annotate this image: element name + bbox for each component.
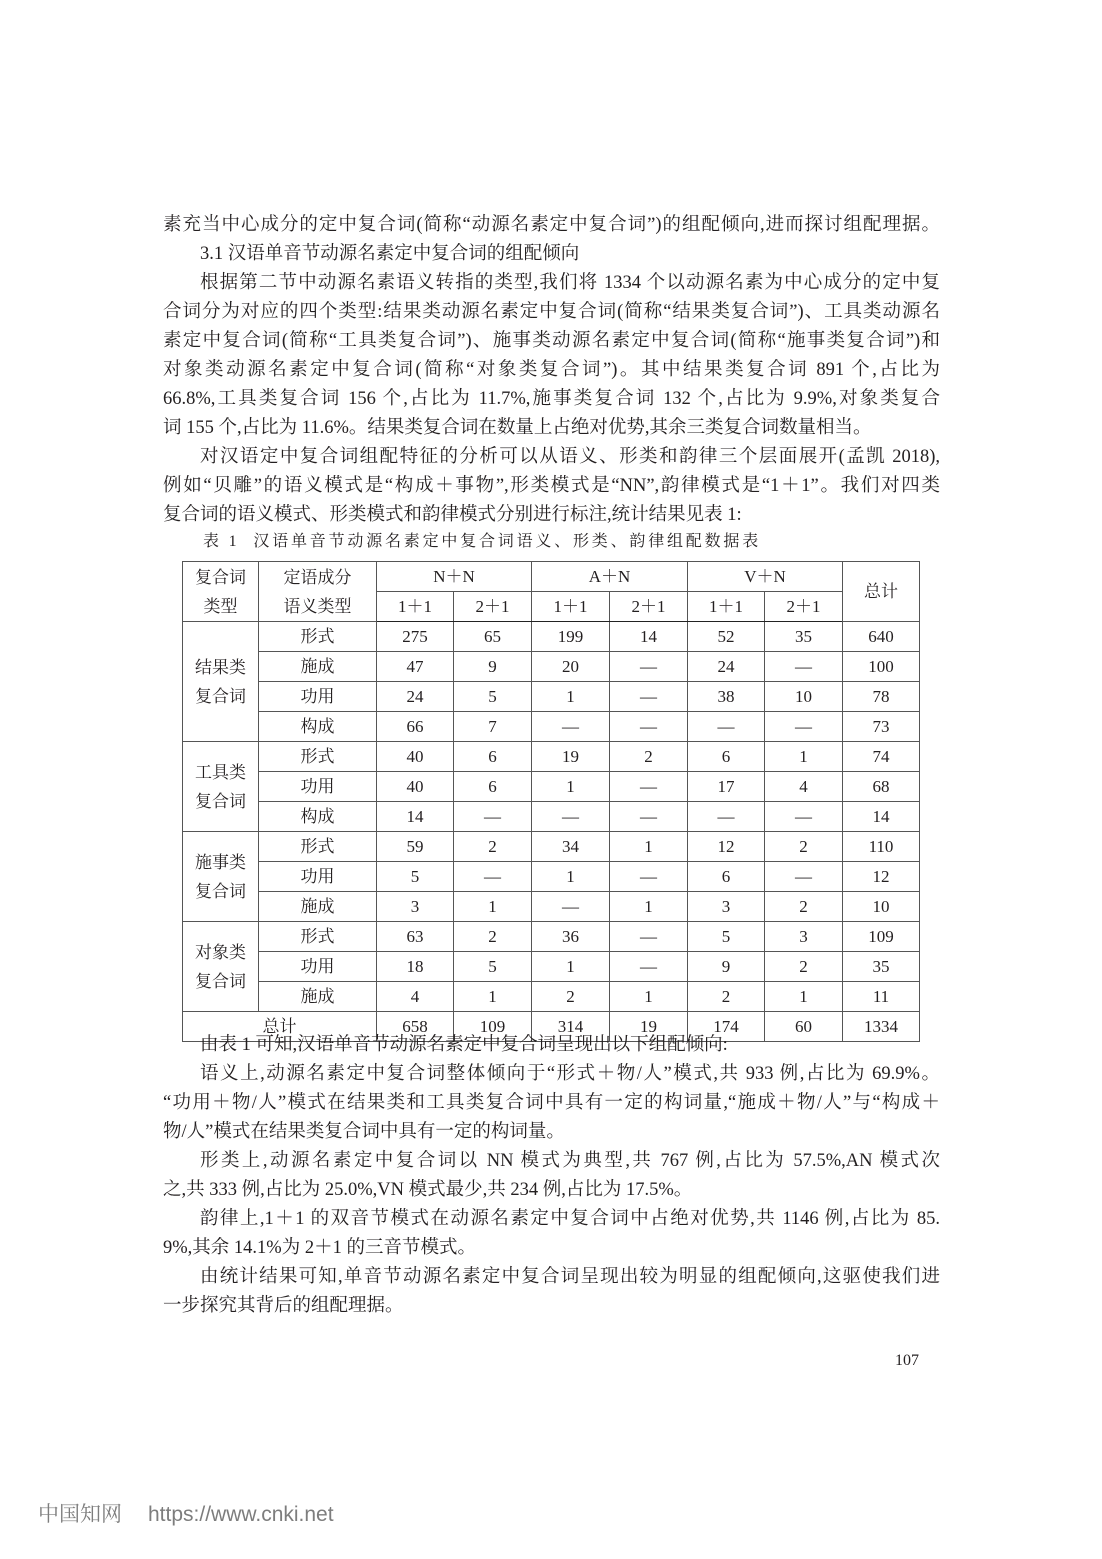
value-cell: 5 [454, 952, 532, 982]
paragraph-summary [163, 1031, 940, 1060]
table-row [183, 772, 920, 802]
page-number: 107 [895, 1352, 919, 1369]
total-value-cell: 109 [454, 1012, 532, 1042]
table-row [183, 832, 920, 862]
table-row [183, 682, 920, 712]
value-cell: 1 [532, 862, 610, 892]
header-group-nn: N＋N [377, 562, 532, 592]
table-row [183, 802, 920, 832]
value-cell: 65 [454, 622, 532, 652]
value-cell: 4 [377, 982, 454, 1012]
value-cell: 40 [377, 772, 454, 802]
watermark [38, 1500, 334, 1530]
table-row [183, 892, 920, 922]
row-total-cell: 14 [843, 802, 920, 832]
semantic-type-cell: 施成 [259, 652, 377, 682]
text-line: 由表 1 可知,汉语单音节动源名素定中复合词呈现出以下组配倾向: [200, 1035, 728, 1055]
value-cell: 2 [765, 952, 843, 982]
compound-type-label: 施事类 [195, 852, 246, 872]
row-total-cell: 109 [843, 922, 920, 952]
table-row [183, 922, 920, 952]
row-total-cell: 100 [843, 652, 920, 682]
semantic-type-cell: 施成 [259, 892, 377, 922]
value-cell: 2 [454, 832, 532, 862]
semantic-type-cell: 构成 [259, 802, 377, 832]
value-cell: — [610, 862, 688, 892]
intro-line: 素充当中心成分的定中复合词(简称“动源名素定中复合词”)的组配倾向,进而探讨组配理据。 [163, 215, 940, 235]
semantic-type-cell: 形式 [259, 832, 377, 862]
value-cell: 1 [765, 742, 843, 772]
header-text: 复合词 [195, 567, 246, 587]
value-cell: — [765, 802, 843, 832]
compound-type-label: 复合词 [195, 881, 246, 901]
value-cell: 2 [610, 742, 688, 772]
table-row [183, 652, 920, 682]
row-total-cell: 11 [843, 982, 920, 1012]
row-total-cell: 640 [843, 622, 920, 652]
compound-type-cell [183, 922, 259, 1012]
text-line: 形类上,动源名素定中复合词以 NN 模式为典型,共 767 例,占比为 57.5%,AN 模式次 [200, 1151, 940, 1171]
value-cell: 59 [377, 832, 454, 862]
semantic-type-cell: 形式 [259, 922, 377, 952]
value-cell: 12 [688, 832, 765, 862]
value-cell: 38 [688, 682, 765, 712]
paragraph-prosody [163, 1205, 940, 1263]
value-cell: 5 [454, 682, 532, 712]
table-title: 汉语单音节动源名素定中复合词语义、形类、韵律组配数据表 [253, 533, 762, 550]
semantic-type-cell: 功用 [259, 952, 377, 982]
value-cell: 63 [377, 922, 454, 952]
value-cell: — [532, 892, 610, 922]
header-text: 类型 [203, 596, 238, 616]
value-cell: — [610, 922, 688, 952]
table-row [183, 982, 920, 1012]
value-cell: — [610, 682, 688, 712]
value-cell: 18 [377, 952, 454, 982]
value-cell: — [765, 652, 843, 682]
value-cell: 6 [454, 742, 532, 772]
value-cell: 24 [688, 652, 765, 682]
value-cell: 40 [377, 742, 454, 772]
text-line: 根据第二节中动源名素语义转指的类型,我们将 1334 个以动源名素为中心成分的定中复 [200, 273, 940, 293]
value-cell: 17 [688, 772, 765, 802]
row-total-cell: 12 [843, 862, 920, 892]
total-value-cell: 19 [610, 1012, 688, 1042]
text-line: 之,共 333 例,占比为 25.0%,VN 模式最少,共 234 例,占比为 17.5%。 [163, 1180, 693, 1200]
table-row [183, 712, 920, 742]
value-cell: 1 [532, 952, 610, 982]
table-row [183, 862, 920, 892]
value-cell: — [765, 862, 843, 892]
value-cell: 19 [532, 742, 610, 772]
value-cell: 7 [454, 712, 532, 742]
value-cell: 2 [532, 982, 610, 1012]
header-compound-type [183, 562, 259, 622]
data-table [182, 561, 920, 1042]
watermark-url[interactable]: https://www.cnki.net [148, 1503, 334, 1526]
text-line: 词 155 个,占比为 11.6%。结果类复合词在数量上占绝对优势,其余三类复合词数量相当。 [163, 418, 872, 438]
header-group-vn: V＋N [688, 562, 843, 592]
text-line: 66.8%,工具类复合词 156 个,占比为 11.7%,施事类复合词 132 个,占比为 9.9%,对象类复合 [163, 389, 940, 409]
value-cell: 1 [454, 982, 532, 1012]
header-group-an: A＋N [532, 562, 688, 592]
value-cell: 36 [532, 922, 610, 952]
value-cell: 66 [377, 712, 454, 742]
text-line: 合词分为对应的四个类型:结果类动源名素定中复合词(简称“结果类复合词”)、工具类动源名 [163, 302, 940, 322]
value-cell: 1 [610, 982, 688, 1012]
header-subcol: 1＋1 [377, 592, 454, 622]
lower-text-block [163, 1031, 940, 1321]
table-row [183, 952, 920, 982]
value-cell: 1 [532, 772, 610, 802]
section-heading: 3.1 汉语单音节动源名素定中复合词的组配倾向 [200, 244, 580, 264]
text-line: 例如“贝雕”的语义模式是“构成＋事物”,形类模式是“NN”,韵律模式是“1＋1”。我们对四类 [163, 476, 940, 496]
compound-type-label: 结果类 [195, 657, 246, 677]
watermark-site-name: 中国知网 [38, 1503, 122, 1526]
paragraph-form [163, 1147, 940, 1205]
text-line: 韵律上,1＋1 的双音节模式在动源名素定中复合词中占绝对优势,共 1146 例,占比为 85. [200, 1209, 940, 1229]
header-text: 语义类型 [283, 596, 352, 616]
semantic-type-cell: 功用 [259, 862, 377, 892]
text-line: 由统计结果可知,单音节动源名素定中复合词呈现出较为明显的组配倾向,这驱使我们进 [200, 1267, 940, 1287]
value-cell: 14 [377, 802, 454, 832]
header-total: 总计 [843, 562, 920, 622]
total-value-cell: 314 [532, 1012, 610, 1042]
header-subcol: 1＋1 [532, 592, 610, 622]
text-line: 语义上,动源名素定中复合词整体倾向于“形式＋物/人”模式,共 933 例,占比为 69.9%。 [200, 1064, 940, 1084]
compound-type-cell [183, 742, 259, 832]
table-header [183, 562, 920, 622]
text-line: 素定中复合词(简称“工具类复合词”)、施事类动源名素定中复合词(简称“施事类复合词”)和 [163, 331, 940, 351]
value-cell: 47 [377, 652, 454, 682]
table-caption [203, 529, 761, 555]
table-row [183, 742, 920, 772]
value-cell: 6 [688, 742, 765, 772]
header-row [183, 562, 920, 592]
semantic-type-cell: 功用 [259, 772, 377, 802]
header-subcol: 1＋1 [688, 592, 765, 622]
value-cell: 6 [688, 862, 765, 892]
value-cell: 2 [454, 922, 532, 952]
value-cell: 2 [688, 982, 765, 1012]
compound-type-cell [183, 622, 259, 742]
compound-type-label: 对象类 [195, 942, 246, 962]
header-text: 定语成分 [283, 567, 352, 587]
row-total-cell: 110 [843, 832, 920, 862]
value-cell: 4 [765, 772, 843, 802]
value-cell: 1 [532, 682, 610, 712]
row-total-cell: 78 [843, 682, 920, 712]
compound-type-label: 复合词 [195, 791, 246, 811]
row-total-cell: 74 [843, 742, 920, 772]
value-cell: — [454, 802, 532, 832]
text-line: 对象类动源名素定中复合词(简称“对象类复合词”)。其中结果类复合词 891 个,占比为 [163, 360, 940, 380]
value-cell: 5 [688, 922, 765, 952]
table-row [183, 622, 920, 652]
value-cell: 1 [610, 892, 688, 922]
text-line: 对汉语定中复合词组配特征的分析可以从语义、形类和韵律三个层面展开(孟凯 2018), [200, 447, 940, 467]
value-cell: — [610, 802, 688, 832]
value-cell: 34 [532, 832, 610, 862]
value-cell: 1 [454, 892, 532, 922]
value-cell: 2 [765, 832, 843, 862]
value-cell: 1 [765, 982, 843, 1012]
compound-type-label: 工具类 [195, 762, 246, 782]
value-cell: — [454, 862, 532, 892]
semantic-type-cell: 形式 [259, 742, 377, 772]
header-semantic-type [259, 562, 377, 622]
compound-type-label: 复合词 [195, 971, 246, 991]
table-label: 表 1 [203, 533, 240, 550]
value-cell: — [532, 802, 610, 832]
compound-type-label: 复合词 [195, 686, 246, 706]
header-subcol: 2＋1 [610, 592, 688, 622]
value-cell: 9 [688, 952, 765, 982]
value-cell: 52 [688, 622, 765, 652]
row-total-cell: 35 [843, 952, 920, 982]
value-cell: 275 [377, 622, 454, 652]
value-cell: 3 [377, 892, 454, 922]
value-cell: 5 [377, 862, 454, 892]
value-cell: — [610, 952, 688, 982]
semantic-type-cell: 构成 [259, 712, 377, 742]
value-cell: 24 [377, 682, 454, 712]
compound-type-cell [183, 832, 259, 922]
total-value-cell: 658 [377, 1012, 454, 1042]
semantic-type-cell: 形式 [259, 622, 377, 652]
semantic-type-cell: 功用 [259, 682, 377, 712]
paragraph-analysis [163, 443, 940, 530]
value-cell: 6 [454, 772, 532, 802]
value-cell: 199 [532, 622, 610, 652]
table-body [183, 622, 920, 1042]
header-subcol: 2＋1 [765, 592, 843, 622]
upper-text-block [163, 211, 940, 530]
text-line: 一步探究其背后的组配理据。 [163, 1296, 404, 1316]
paragraph-semantic [163, 1060, 940, 1147]
text-line: “功用＋物/人”模式在结果类和工具类复合词中具有一定的构词量,“施成＋物/人”与“构成＋ [163, 1093, 940, 1113]
row-total-cell: 68 [843, 772, 920, 802]
text-line: 物/人”模式在结果类复合词中具有一定的构词量。 [163, 1122, 565, 1142]
row-total-cell: 73 [843, 712, 920, 742]
paragraph-classification [163, 269, 940, 443]
total-value-cell: 174 [688, 1012, 765, 1042]
total-label-cell: 总计 [183, 1012, 377, 1042]
value-cell: — [610, 652, 688, 682]
value-cell: 9 [454, 652, 532, 682]
value-cell: — [688, 802, 765, 832]
header-subcol: 2＋1 [454, 592, 532, 622]
text-line: 9%,其余 14.1%为 2＋1 的三音节模式。 [163, 1238, 476, 1258]
grand-total-cell: 1334 [843, 1012, 920, 1042]
text-line: 复合词的语义模式、形类模式和韵律模式分别进行标注,统计结果见表 1: [163, 505, 742, 525]
value-cell: — [532, 712, 610, 742]
value-cell: — [610, 772, 688, 802]
value-cell: 20 [532, 652, 610, 682]
value-cell: — [688, 712, 765, 742]
value-cell: 3 [765, 922, 843, 952]
paragraph-conclusion [163, 1263, 940, 1321]
value-cell: 1 [610, 832, 688, 862]
value-cell: 14 [610, 622, 688, 652]
value-cell: — [610, 712, 688, 742]
value-cell: 3 [688, 892, 765, 922]
value-cell: — [765, 712, 843, 742]
semantic-type-cell: 施成 [259, 982, 377, 1012]
value-cell: 2 [765, 892, 843, 922]
value-cell: 10 [765, 682, 843, 712]
value-cell: 35 [765, 622, 843, 652]
row-total-cell: 10 [843, 892, 920, 922]
total-value-cell: 60 [765, 1012, 843, 1042]
